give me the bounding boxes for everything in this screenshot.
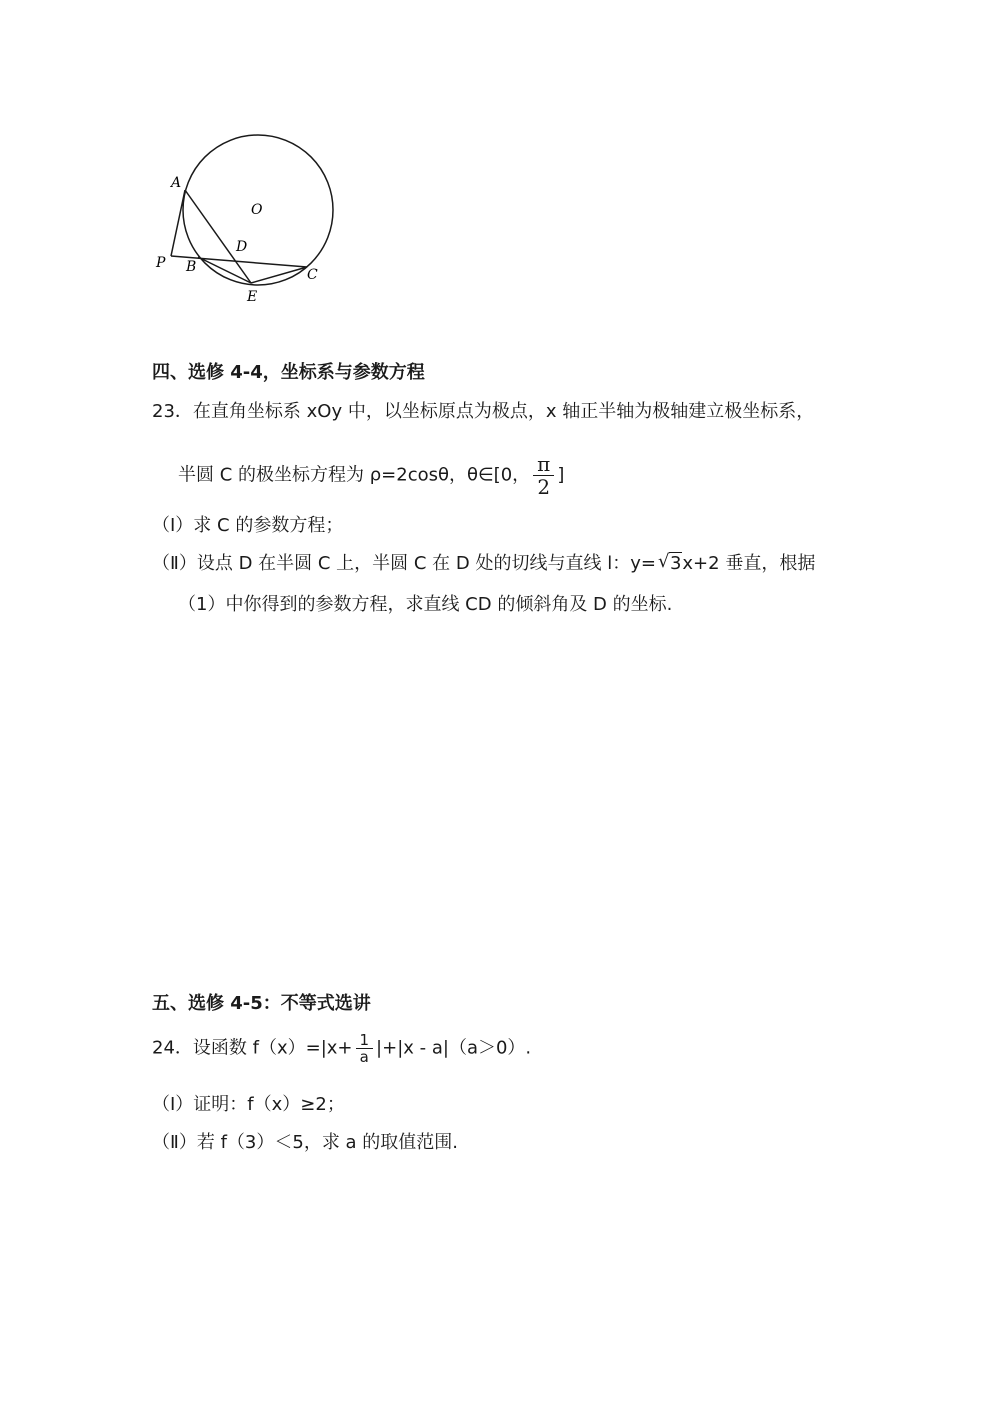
q23-part1: （Ⅰ）求 C 的参数方程； <box>152 515 344 536</box>
q23-part2-text-end: x+2 垂直，根据 <box>682 553 816 574</box>
sqrt-three <box>658 552 682 576</box>
q24-text-end: |+|x - a|（a＞0）. <box>376 1037 532 1059</box>
q23-line1: 23．在直角坐标系 xOy 中，以坐标原点为极点，x 轴正半轴为极轴建立极坐标系， <box>152 401 815 422</box>
q24-part2: （Ⅱ）若 f（3）＜5，求 a 的取值范围. <box>152 1132 459 1153</box>
segment-pa <box>171 190 185 256</box>
radical-sign: √ <box>657 551 670 572</box>
q24-line1 <box>152 1032 531 1065</box>
label-e: E <box>247 289 258 305</box>
segment-ec <box>251 267 307 283</box>
q23-part2-line2: （1）中你得到的参数方程，求直线 CD 的倾斜角及 D 的坐标. <box>178 594 673 615</box>
section4-heading: 四、选修 4-4，坐标系与参数方程 <box>152 362 425 383</box>
label-p: P <box>156 255 166 271</box>
pi-over-2-fraction <box>533 453 554 498</box>
label-a: A <box>171 175 182 191</box>
circle-diagram <box>150 130 350 310</box>
label-b: B <box>186 259 197 275</box>
q24-text: 24．设函数 f（x）=|x+ <box>152 1037 353 1059</box>
section5-heading: 五、选修 4-5：不等式选讲 <box>152 993 371 1014</box>
radicand: 3 <box>669 553 682 574</box>
one-over-a-fraction <box>356 1032 374 1065</box>
fraction-denominator: 2 <box>537 475 551 499</box>
q23-line2-close: ] <box>557 464 565 486</box>
label-o: O <box>251 202 263 218</box>
fraction-numerator: 1 <box>356 1032 374 1049</box>
q23-line2 <box>178 453 564 498</box>
label-c: C <box>307 267 318 283</box>
fraction-numerator: π <box>533 453 554 476</box>
q23-part2-text: （Ⅱ）设点 D 在半圆 C 上，半圆 C 在 D 处的切线与直线 l：y= <box>152 553 656 574</box>
q23-line2-text: 半圆 C 的极坐标方程为 ρ=2cosθ，θ∈[0， <box>178 464 531 486</box>
q24-part1: （Ⅰ）证明：f（x）≥2； <box>152 1094 345 1115</box>
q23-part2 <box>152 552 815 576</box>
fraction-denominator: a <box>359 1048 369 1066</box>
label-d: D <box>236 239 248 255</box>
